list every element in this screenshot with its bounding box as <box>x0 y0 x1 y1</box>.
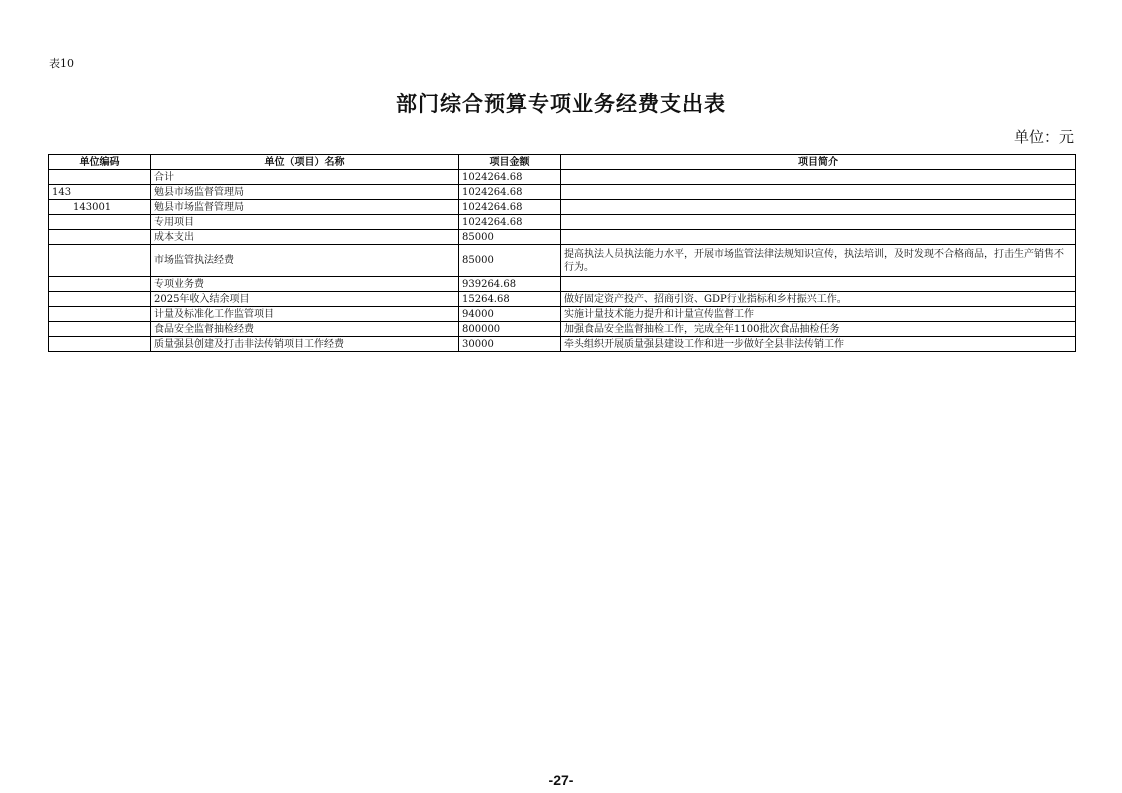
page-number: -27- <box>548 772 574 788</box>
cell-name: 成本支出 <box>151 230 459 245</box>
cell-amount: 30000 <box>459 337 561 352</box>
cell-amount: 1024264.68 <box>459 215 561 230</box>
cell-amount: 85000 <box>459 245 561 277</box>
table-row <box>49 200 1076 215</box>
cell-code <box>49 245 151 277</box>
cell-name: 食品安全监督抽检经费 <box>151 322 459 337</box>
table-row <box>49 245 1076 277</box>
budget-table <box>48 154 1076 352</box>
cell-name: 2025年收入结余项目 <box>151 292 459 307</box>
cell-amount: 939264.68 <box>459 277 561 292</box>
cell-amount: 85000 <box>459 230 561 245</box>
cell-amount: 1024264.68 <box>459 185 561 200</box>
cell-description <box>561 200 1076 215</box>
cell-description <box>561 215 1076 230</box>
cell-code <box>49 322 151 337</box>
cell-amount: 1024264.68 <box>459 200 561 215</box>
cell-description: 加强食品安全监督抽检工作，完成全年1100批次食品抽检任务 <box>561 322 1076 337</box>
cell-code <box>49 170 151 185</box>
cell-name: 勉县市场监督管理局 <box>151 200 459 215</box>
cell-name: 质量强县创建及打击非法传销项目工作经费 <box>151 337 459 352</box>
cell-code <box>49 230 151 245</box>
cell-name: 勉县市场监督管理局 <box>151 185 459 200</box>
cell-code <box>49 277 151 292</box>
table-row <box>49 277 1076 292</box>
cell-code <box>49 337 151 352</box>
cell-amount: 94000 <box>459 307 561 322</box>
table-row <box>49 337 1076 352</box>
cell-description: 做好固定资产投产、招商引资、GDP行业指标和乡村振兴工作。 <box>561 292 1076 307</box>
table-header-row <box>49 155 1076 170</box>
cell-description <box>561 170 1076 185</box>
cell-description <box>561 277 1076 292</box>
table-row <box>49 185 1076 200</box>
cell-description: 提高执法人员执法能力水平，开展市场监管法律法规知识宣传，执法培训，及时发现不合格商品，打击生产销售不行为。 <box>561 245 1076 277</box>
cell-amount: 1024264.68 <box>459 170 561 185</box>
cell-description <box>561 185 1076 200</box>
cell-description: 牵头组织开展质量强县建设工作和进一步做好全县非法传销工作 <box>561 337 1076 352</box>
cell-name: 计量及标准化工作监管项目 <box>151 307 459 322</box>
column-header-code: 单位编码 <box>49 155 151 170</box>
cell-code <box>49 307 151 322</box>
cell-name: 合计 <box>151 170 459 185</box>
column-header-description: 项目简介 <box>561 155 1076 170</box>
cell-description <box>561 230 1076 245</box>
cell-code: 143001 <box>49 200 151 215</box>
table-row <box>49 170 1076 185</box>
cell-name: 专项业务费 <box>151 277 459 292</box>
unit-label: 单位：元 <box>1013 128 1074 146</box>
cell-name: 专用项目 <box>151 215 459 230</box>
cell-amount: 800000 <box>459 322 561 337</box>
table-row <box>49 230 1076 245</box>
cell-code <box>49 292 151 307</box>
table-number: 表10 <box>49 57 74 70</box>
table-row <box>49 215 1076 230</box>
cell-name: 市场监管执法经费 <box>151 245 459 277</box>
cell-code <box>49 215 151 230</box>
table-row <box>49 307 1076 322</box>
table-row <box>49 292 1076 307</box>
column-header-name: 单位（项目）名称 <box>151 155 459 170</box>
column-header-amount: 项目金额 <box>459 155 561 170</box>
cell-description: 实施计量技术能力提升和计量宣传监督工作 <box>561 307 1076 322</box>
page-title: 部门综合预算专项业务经费支出表 <box>396 92 726 116</box>
cell-code: 143 <box>49 185 151 200</box>
cell-amount: 15264.68 <box>459 292 561 307</box>
table-row <box>49 322 1076 337</box>
